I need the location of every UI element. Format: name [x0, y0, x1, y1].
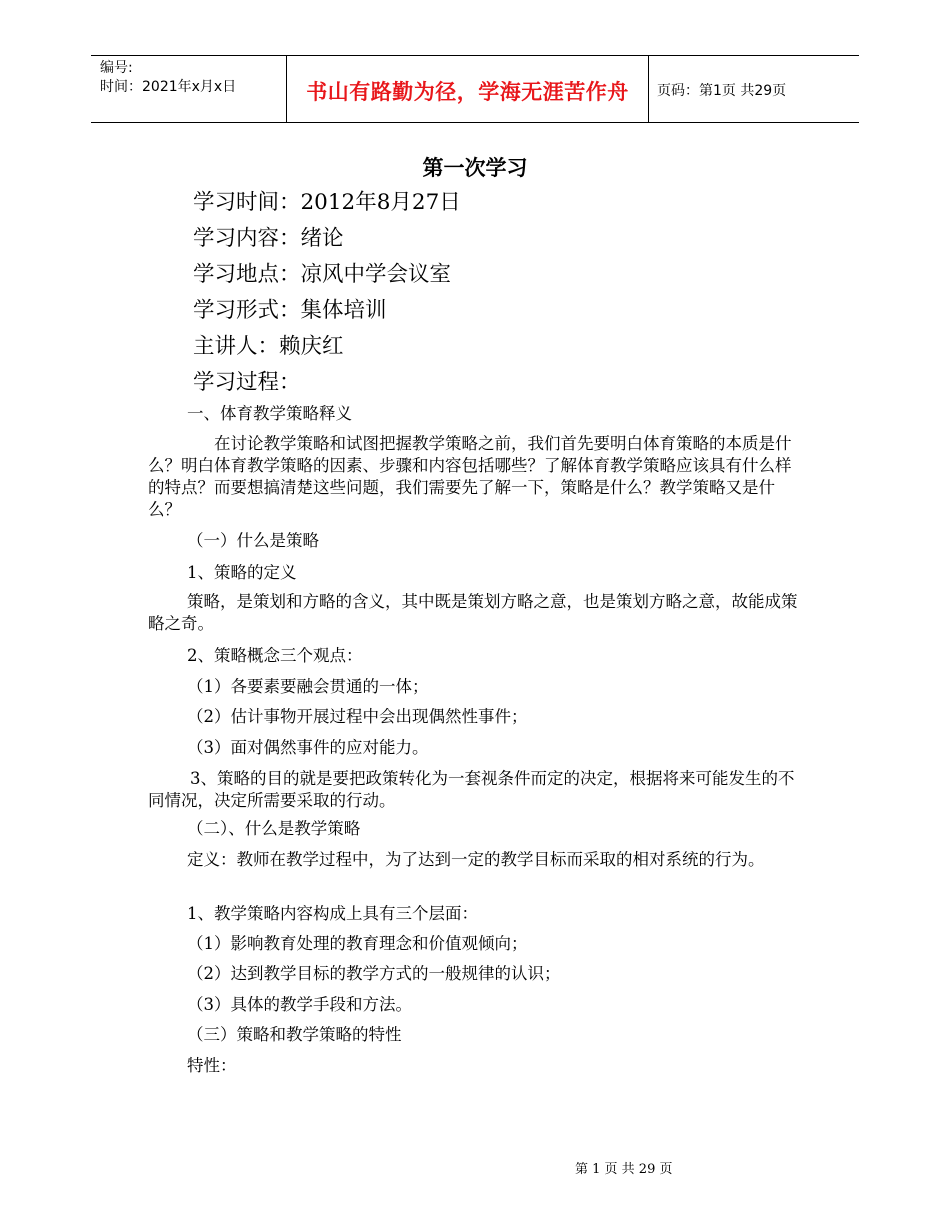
page-title: 第一次学习: [422, 156, 528, 180]
header-page-info: 页码：第1页 共29页: [657, 83, 787, 99]
list-item: （3）具体的教学手段和方法。: [187, 995, 412, 1014]
subsection-heading: （一）什么是策略: [187, 531, 319, 550]
list-item: （1）影响教育处理的教育理念和价值观倾向；: [187, 934, 528, 953]
list-item: （3）面对偶然事件的应对能力。: [187, 738, 429, 757]
list-heading: 1、教学策略内容构成上具有三个层面：: [187, 904, 478, 923]
meta-study-process: 学习过程：: [193, 370, 301, 395]
subsection-heading: （三）策略和教学策略的特性: [187, 1025, 402, 1044]
list-item: （1）各要素要融会贯通的一体；: [187, 677, 429, 696]
meta-study-time: 学习时间：2012年8月27日: [193, 190, 461, 215]
meta-study-location: 学习地点：凉风中学会议室: [193, 262, 452, 287]
document-number-label: 编号:: [100, 60, 133, 76]
header-motto: 书山有路勤为径，学海无涯苦作舟: [306, 80, 629, 104]
purpose-paragraph: 3、策略的目的就是要把政策转化为一套视条件而定的决定，根据将来可能发生的不同情况，决定所需要采取的行动。: [148, 769, 795, 810]
list-item: （2）估计事物开展过程中会出现偶然性事件；: [187, 707, 528, 726]
meta-study-content: 学习内容：绪论: [193, 226, 344, 251]
document-time-label: 时间：2021年x月x日: [100, 79, 237, 95]
header-divider: [648, 56, 649, 122]
list-item: （2）达到教学目标的教学方式的一般规律的认识；: [187, 964, 561, 983]
teaching-definition-paragraph: 定义：教师在教学过程中，为了达到一定的教学目标而采取的相对系统的行为。: [187, 850, 765, 869]
document-header: [91, 55, 859, 123]
meta-speaker: 主讲人：赖庆红: [193, 334, 344, 359]
meta-study-format: 学习形式：集体培训: [193, 298, 387, 323]
section-heading: 一、体育教学策略释义: [187, 404, 352, 423]
list-heading: 2、策略概念三个观点：: [187, 646, 363, 665]
list-heading: 1、策略的定义: [187, 563, 297, 582]
definition-paragraph: 策略，是策划和方略的含义，其中既是策划方略之意，也是策划方略之意，故能成策略之奇。: [148, 592, 798, 633]
intro-paragraph: 在讨论教学策略和试图把握教学策略之前，我们首先要明白体育策略的本质是什么？明白体育教学策略的因素、步骤和内容包括哪些？了解体育教学策略应该具有什么样的特点？而要想搞清楚这些问题，我们需要先了解一下，策略是什么？教学策略又是什么？: [148, 434, 792, 519]
traits-label: 特性：: [187, 1056, 237, 1075]
subsection-heading: （二）、什么是教学策略: [187, 819, 361, 838]
page-footer: 第 1 页 共 29 页: [575, 1162, 673, 1177]
